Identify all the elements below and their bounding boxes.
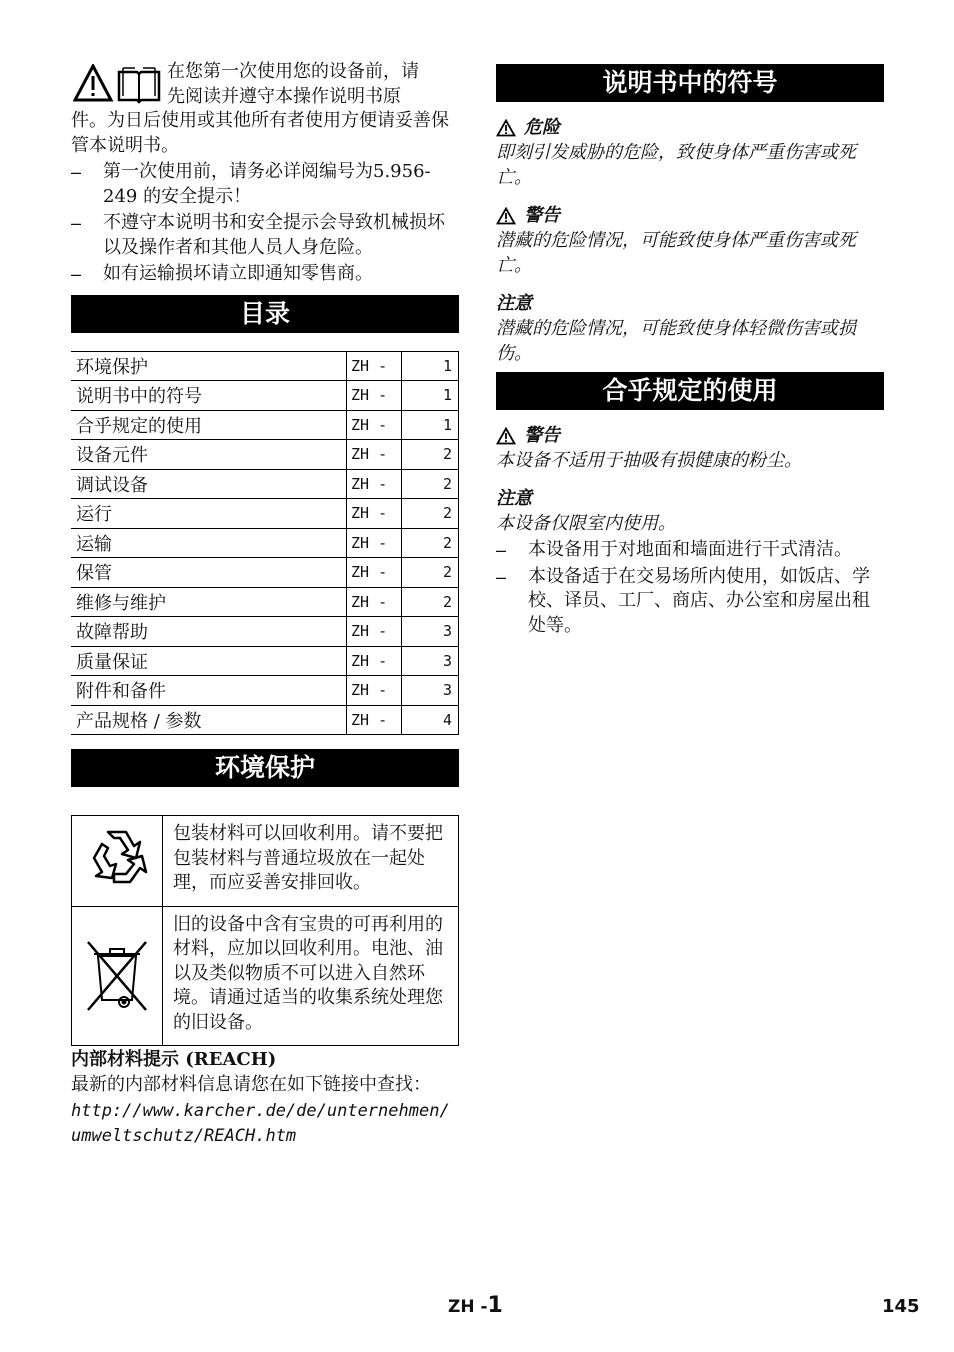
toc-entry-page: 3 — [402, 617, 459, 647]
toc-row[interactable] — [71, 646, 459, 676]
use-caution-text: 本设备仅限室内使用。 — [496, 513, 676, 534]
toc-entry-page: 2 — [402, 528, 459, 558]
reach-text: 最新的内部材料信息请您在如下链接中查找： — [71, 1073, 431, 1095]
use-caution-label: 注意 — [496, 488, 532, 509]
reach-url-line-2[interactable]: umweltschutz/REACH.htm — [71, 1126, 297, 1146]
toc-entry-code: ZH - — [347, 676, 402, 706]
toc-entry-code: ZH - — [347, 381, 402, 411]
warning-and-manual-icon — [73, 64, 163, 104]
reach-heading: 内部材料提示 (REACH) — [71, 1049, 277, 1070]
warning-heading — [496, 204, 884, 228]
toc-entry-code: ZH - — [347, 587, 402, 617]
toc-row[interactable] — [71, 558, 459, 588]
toc-row[interactable] — [71, 617, 459, 647]
use-bullet: – 本设备用于对地面和墙面进行干式清洁。 — [496, 538, 884, 563]
toc-entry-page: 2 — [402, 499, 459, 529]
symbols-heading: 说明书中的符号 — [496, 64, 884, 102]
environment-table — [71, 815, 459, 1046]
toc-row[interactable] — [71, 440, 459, 470]
warning-text: 潜藏的危险情况，可能致使身体严重伤害或死亡。 — [496, 230, 856, 276]
warning-label: 警告 — [524, 205, 560, 226]
recycle-icon — [80, 822, 154, 896]
toc-entry-page: 3 — [402, 676, 459, 706]
disposal-text: 旧的设备中含有宝贵的可再利用的材料，应加以回收利用。电池、油以及类似物质不可以进入自然环境。请通过适当的收集系统处理您的旧设备。 — [163, 906, 459, 1046]
crossed-bin-icon — [82, 934, 152, 1014]
toc-entry-page: 4 — [402, 705, 459, 735]
use-caution-heading — [496, 487, 884, 511]
toc-entry-title: 设备元件 — [71, 440, 347, 470]
toc-row[interactable] — [71, 381, 459, 411]
danger-label: 危险 — [524, 117, 560, 138]
toc-entry-title: 说明书中的符号 — [71, 381, 347, 411]
footer-code-prefix: ZH - — [448, 1297, 488, 1317]
footer-section-code — [448, 1293, 503, 1318]
toc-entry-title: 合乎规定的使用 — [71, 410, 347, 440]
warning-triangle-icon — [496, 207, 516, 225]
toc-entry-code: ZH - — [347, 499, 402, 529]
toc-entry-title: 质量保证 — [71, 646, 347, 676]
toc-entry-title: 保管 — [71, 558, 347, 588]
toc-entry-page: 1 — [402, 381, 459, 411]
toc-row[interactable] — [71, 705, 459, 735]
intended-use-heading: 合乎规定的使用 — [496, 372, 884, 410]
toc-table — [71, 351, 459, 736]
warning-triangle-icon — [496, 427, 516, 445]
caution-heading — [496, 292, 884, 316]
intro-line-2: 先阅读并遵守本操作说明书原 — [167, 85, 401, 107]
toc-row[interactable] — [71, 499, 459, 529]
recycle-icon-cell — [72, 816, 163, 907]
toc-entry-title: 故障帮助 — [71, 617, 347, 647]
caution-label: 注意 — [496, 293, 532, 314]
disposal-icon-cell — [72, 906, 163, 1046]
toc-row[interactable] — [71, 469, 459, 499]
footer-code-number: 1 — [487, 1293, 503, 1318]
toc-entry-title: 环境保护 — [71, 351, 347, 381]
toc-entry-code: ZH - — [347, 646, 402, 676]
toc-entry-page: 1 — [402, 410, 459, 440]
use-warning-heading — [496, 424, 884, 448]
toc-entry-title: 运行 — [71, 499, 347, 529]
intro-section — [71, 60, 459, 287]
toc-row[interactable] — [71, 351, 459, 381]
intro-text-rest: 件。为日后使用或其他所有者使用方便请妥善保管本说明书。 — [71, 110, 449, 156]
toc-entry-page: 2 — [402, 469, 459, 499]
left-column — [71, 60, 459, 1149]
warning-triangle-icon — [496, 119, 516, 137]
recycle-row — [72, 816, 459, 907]
danger-text: 即刻引发威胁的危险，致使身体严重伤害或死亡。 — [496, 142, 856, 188]
use-bullets — [496, 538, 884, 638]
disposal-row — [72, 906, 459, 1046]
footer-page-number: 145 — [882, 1296, 920, 1317]
toc-entry-page: 3 — [402, 646, 459, 676]
toc-entry-page: 1 — [402, 351, 459, 381]
toc-entry-title: 维修与维护 — [71, 587, 347, 617]
toc-row[interactable] — [71, 587, 459, 617]
environment-heading: 环境保护 — [71, 749, 459, 787]
toc-entry-title: 调试设备 — [71, 469, 347, 499]
intro-line-1: 在您第一次使用您的设备前，请 — [167, 61, 419, 82]
toc-entry-code: ZH - — [347, 617, 402, 647]
intro-bullet: – 不遵守本说明书和安全提示会导致机械损坏以及操作者和其他人员人身危险。 — [71, 211, 459, 260]
toc-entry-page: 2 — [402, 440, 459, 470]
toc-entry-code: ZH - — [347, 410, 402, 440]
toc-entry-code: ZH - — [347, 440, 402, 470]
toc-row[interactable] — [71, 410, 459, 440]
use-bullet: – 本设备适于在交易场所内使用，如饭店、学校、译员、工厂、商店、办公室和房屋出租处等。 — [496, 565, 884, 639]
intro-bullet: – 第一次使用前，请务必详阅编号为5.956-249 的安全提示！ — [71, 160, 459, 209]
right-column — [496, 64, 884, 640]
toc-entry-code: ZH - — [347, 469, 402, 499]
recycle-text: 包装材料可以回收利用。请不要把包装材料与普通垃圾放在一起处理，而应妥善安排回收。 — [163, 816, 459, 907]
danger-heading — [496, 116, 884, 140]
toc-entry-code: ZH - — [347, 351, 402, 381]
caution-text: 潜藏的危险情况，可能致使身体轻微伤害或损伤。 — [496, 318, 856, 364]
toc-entry-page: 2 — [402, 558, 459, 588]
intro-bullet: – 如有运输损坏请立即通知零售商。 — [71, 262, 459, 287]
use-warning-label: 警告 — [524, 425, 560, 446]
toc-entry-title: 附件和备件 — [71, 676, 347, 706]
toc-heading: 目录 — [71, 295, 459, 333]
toc-entry-code: ZH - — [347, 558, 402, 588]
toc-entry-title: 运输 — [71, 528, 347, 558]
use-warning-text: 本设备不适用于抽吸有损健康的粉尘。 — [496, 450, 802, 471]
toc-row[interactable] — [71, 676, 459, 706]
toc-entry-page: 2 — [402, 587, 459, 617]
toc-entry-code: ZH - — [347, 528, 402, 558]
toc-entry-title: 产品规格 / 参数 — [71, 705, 347, 735]
reach-url-line-1[interactable]: http://www.karcher.de/de/unternehmen/ — [71, 1101, 450, 1121]
toc-entry-code: ZH - — [347, 705, 402, 735]
toc-row[interactable] — [71, 528, 459, 558]
intro-bullets — [71, 160, 459, 287]
